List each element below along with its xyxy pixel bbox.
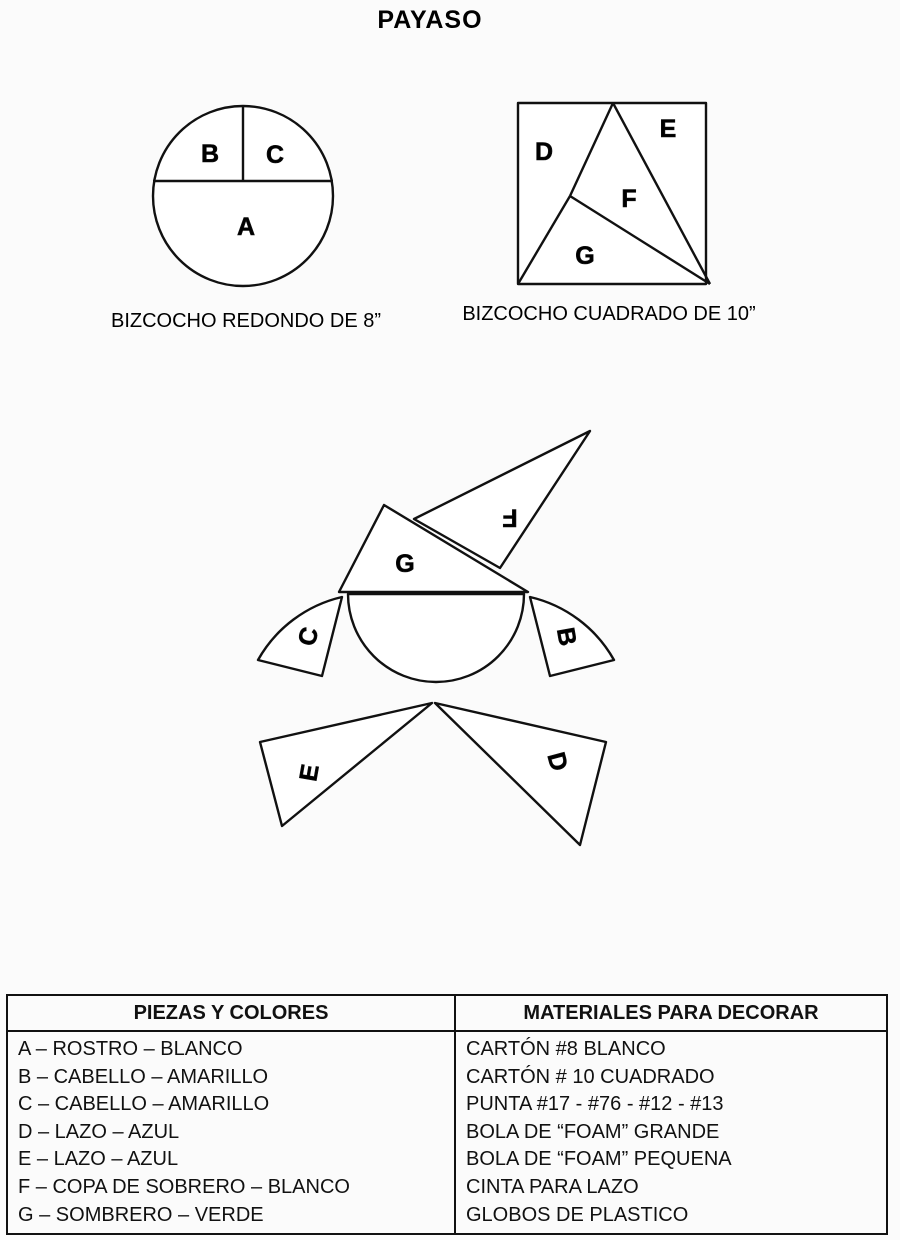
square-piece-label: F — [621, 185, 637, 213]
list-item: BOLA DE “FOAM” PEQUENA — [466, 1148, 732, 1171]
materials-cell — [455, 1031, 887, 1234]
list-item: G – SOMBRERO – VERDE — [18, 1203, 264, 1226]
square-cake-caption: BIZCOCHO CUADRADO DE 10” — [462, 303, 756, 325]
square-piece-label: D — [534, 138, 554, 166]
assembly-piece-label: D — [541, 749, 574, 774]
assembly-piece-label: C — [292, 624, 325, 649]
materials-header: MATERIALES PARA DECORAR — [455, 995, 887, 1031]
round-piece-label: B — [200, 140, 220, 168]
square-piece-label: E — [659, 115, 677, 143]
list-item: PUNTA #17 - #76 - #12 - #13 — [466, 1093, 724, 1116]
assembly-piece-label: G — [395, 550, 415, 578]
pieces-colors-header: PIEZAS Y COLORES — [7, 995, 455, 1031]
assembly-piece-label: B — [551, 625, 582, 649]
piece-d — [435, 703, 606, 845]
pieces-colors-cell — [7, 1031, 455, 1234]
list-item: B – CABELLO – AMARILLO — [18, 1065, 269, 1088]
assembly-piece-label: F — [502, 503, 518, 532]
square-piece-label: G — [575, 242, 595, 270]
list-item: GLOBOS DE PLASTICO — [466, 1203, 689, 1226]
list-item: CINTA PARA LAZO — [466, 1175, 639, 1198]
round-cake-diagram — [153, 106, 333, 286]
piece-e — [260, 703, 432, 826]
round-piece-label: C — [265, 141, 285, 169]
materials-list — [466, 1036, 876, 1229]
list-item: BOLA DE “FOAM” GRANDE — [466, 1120, 720, 1143]
round-cake-caption: BIZCOCHO REDONDO DE 8” — [110, 310, 382, 332]
list-item: D – LAZO – AZUL — [18, 1120, 180, 1143]
pieces-colors-list — [18, 1036, 444, 1229]
list-item: CARTÓN # 10 CUADRADO — [466, 1065, 715, 1088]
list-item: E – LAZO – AZUL — [18, 1148, 179, 1171]
square-cake-diagram — [518, 103, 710, 284]
list-item: CARTÓN #8 BLANCO — [466, 1038, 666, 1060]
page-title: PAYASO — [377, 6, 483, 34]
list-item: F – COPA DE SOBRERO – BLANCO — [18, 1175, 350, 1198]
round-piece-label: A — [236, 213, 256, 241]
assembly-piece-label: E — [294, 762, 325, 784]
clown-assembly-diagram — [258, 431, 614, 845]
list-item: C – CABELLO – AMARILLO — [18, 1093, 270, 1116]
legend-table — [6, 994, 888, 1235]
piece-a — [348, 594, 524, 682]
list-item: A – ROSTRO – BLANCO — [18, 1038, 243, 1060]
